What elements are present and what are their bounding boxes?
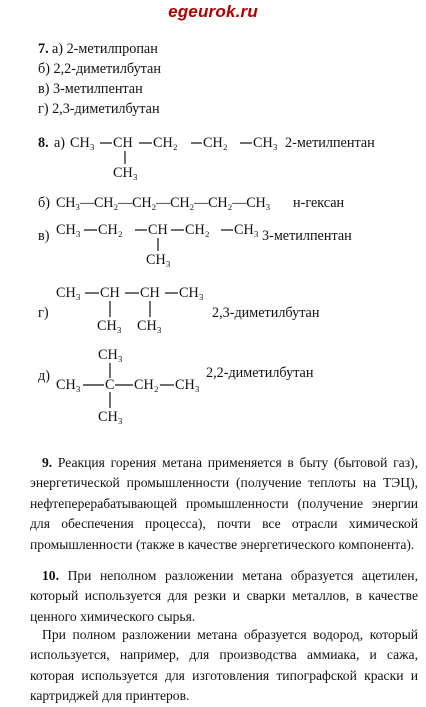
- atom-ch3: CH₃: [137, 318, 162, 334]
- q8-d-name: 2,3-диметилбутан: [212, 305, 320, 321]
- q7-number: 7.: [38, 41, 49, 57]
- q7-answer-b: б) 2,2-диметилбутан: [38, 61, 161, 77]
- atom-ch3: CH₃: [113, 165, 138, 181]
- q10-paragraph-1: При неполном разложении метана образуется ацетилен, который используется для резки и сварки металлов, в качестве ценного химического сырья.: [30, 568, 418, 624]
- q9-text: Реакция горения метана применяется в быту (бытовой газ), энергетической промышленности (получение теплоты на ТЭЦ), нефтеперерабатывающей промышленности (получение энергии для обеспечения процесса), почти все отрасли химической промышленности (также в качестве энергетического компонента).: [30, 455, 418, 552]
- atom-ch: CH: [100, 285, 120, 301]
- atom-ch3: CH₃: [70, 135, 95, 151]
- question-9: [30, 453, 418, 555]
- q8-b-formula: CH₃—CH₂—CH₂—CH₂—CH₂—CH₃: [56, 195, 271, 211]
- atom-ch: CH: [113, 135, 133, 151]
- question-10: [30, 566, 418, 627]
- q7-answer-a: а) 2-метилпропан: [52, 41, 158, 57]
- q9-number: 9.: [42, 455, 53, 470]
- atom-ch2: CH₂: [185, 222, 210, 238]
- question-10-paragraph-2: [30, 625, 418, 707]
- q8-d-letter: г): [38, 305, 49, 321]
- q7-answer-c: в) 3-метилпентан: [38, 81, 143, 97]
- q8-b-letter: б): [38, 195, 50, 211]
- atom-ch3: CH₃: [179, 285, 204, 301]
- q8-e-letter: д): [38, 368, 50, 384]
- atom-ch3: CH₃: [56, 222, 81, 238]
- q8-number: 8.: [38, 135, 49, 151]
- q8-b-name: н-гексан: [293, 195, 345, 211]
- q8-a-letter: а): [54, 135, 66, 151]
- q8-e-name: 2,2-диметилбутан: [206, 365, 314, 381]
- atom-ch2: CH₂: [153, 135, 178, 151]
- q7-answer-d: г) 2,3-диметилбутан: [38, 101, 160, 117]
- atom-ch3: CH₃: [175, 377, 200, 393]
- atom-ch2: CH₂: [203, 135, 228, 151]
- q8-a-name: 2-метилпентан: [285, 135, 375, 151]
- atom-ch: CH: [148, 222, 168, 238]
- atom-ch3: CH₃: [253, 135, 278, 151]
- q8-c-name: 3-метилпентан: [262, 228, 352, 244]
- atom-ch3: CH₃: [56, 377, 81, 393]
- watermark: egeurok.ru: [168, 2, 258, 21]
- atom-ch3: CH₃: [98, 409, 123, 425]
- atom-ch3: CH₃: [146, 252, 171, 268]
- atom-c: C: [105, 377, 115, 393]
- atom-ch3: CH₃: [97, 318, 122, 334]
- atom-ch3: CH₃: [234, 222, 259, 238]
- q10-number: 10.: [42, 568, 59, 583]
- atom-ch2: CH₂: [98, 222, 123, 238]
- q10-paragraph-2: При полном разложении метана образуется водород, который используется, например, для производства аммиака, и сажа, которая используется для изготовления типографской краски и картриджей для принтеров.: [30, 627, 418, 704]
- atom-ch3: CH₃: [56, 285, 81, 301]
- q8-c-letter: в): [38, 228, 50, 244]
- atom-ch3: CH₃: [98, 347, 123, 363]
- atom-ch: CH: [140, 285, 160, 301]
- atom-ch2: CH₂: [134, 377, 159, 393]
